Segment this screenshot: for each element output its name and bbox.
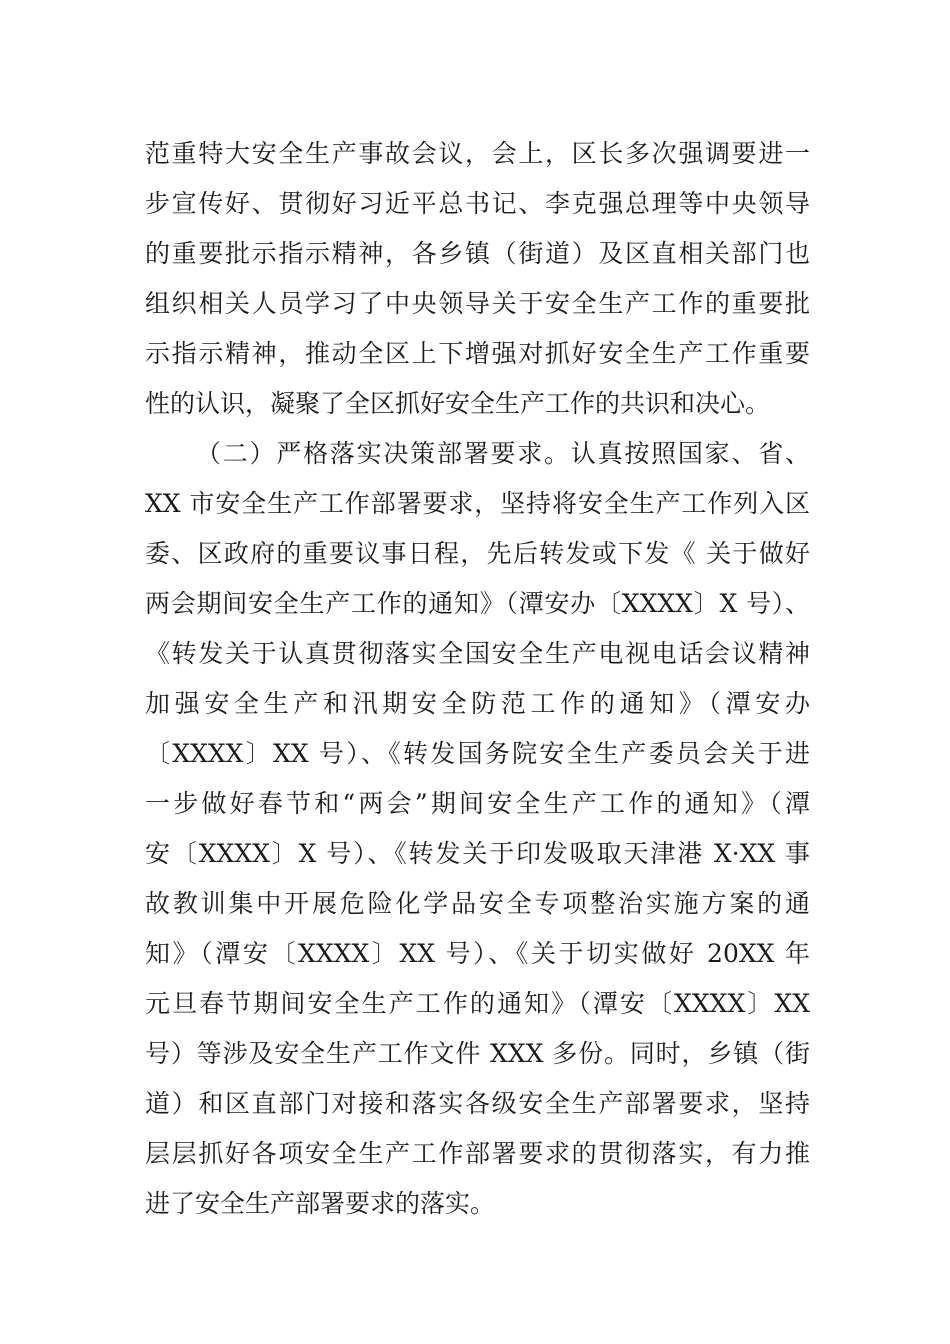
text-line: 元旦春节期间安全生产工作的通知》（潭安〔XXXX〕XX xyxy=(145,989,810,1018)
text-line: 组织相关人员学习了中央领导关于安全生产工作的重要批 xyxy=(145,289,810,318)
text-line: 号）等涉及安全生产工作文件 XXX 多份。同时，乡镇（街 xyxy=(145,1039,810,1068)
text-line: 〔XXXX〕XX 号）、《转发国务院安全生产委员会关于进 xyxy=(145,739,810,768)
text-line: 知》（潭安〔XXXX〕XX 号）、《关于切实做好 20XX 年 xyxy=(145,939,810,968)
paragraph-end-line: 性的认识，凝聚了全区抓好安全生产工作的共识和决心。 xyxy=(145,389,771,418)
text-line: XX 市安全生产工作部署要求，坚持将安全生产工作列入区 xyxy=(145,489,810,518)
text-line: 范重特大安全生产事故会议，会上，区长多次强调要进一 xyxy=(145,139,810,168)
text-line: 两会期间安全生产工作的通知》（潭安办〔XXXX〕X 号）、 xyxy=(145,589,810,618)
section-heading-line: （二）严格落实决策部署要求。认真按照国家、省、 xyxy=(196,439,810,468)
text-line: 安〔XXXX〕X 号）、《转发关于印发吸取天津港 X·XX 事 xyxy=(145,839,810,868)
text-line: 故教训集中开展危险化学品安全专项整治实施方案的通 xyxy=(145,889,810,918)
text-line: 道）和区直部门对接和落实各级安全生产部署要求，坚持 xyxy=(145,1089,810,1118)
text-line: 《转发关于认真贯彻落实全国安全生产电视电话会议精神 xyxy=(145,639,810,668)
text-line: 示指示精神，推动全区上下增强对抓好安全生产工作重要 xyxy=(145,339,810,368)
text-line: 步宣传好、贯彻好习近平总书记、李克强总理等中央领导 xyxy=(145,189,810,218)
text-line: 委、区政府的重要议事日程，先后转发或下发《 关于做好 xyxy=(145,539,810,568)
text-line: 层层抓好各项安全生产工作部署要求的贯彻落实，有力推 xyxy=(145,1139,810,1168)
text-line: 的重要批示指示精神，各乡镇（街道）及区直相关部门也 xyxy=(145,239,810,268)
text-line: 加强安全生产和汛期安全防范工作的通知》（潭安办 xyxy=(145,689,810,718)
text-line: 一步做好春节和“两会”期间安全生产工作的通知》（潭 xyxy=(145,789,810,818)
paragraph-end-line: 进了安全生产部署要求的落实。 xyxy=(145,1189,496,1218)
